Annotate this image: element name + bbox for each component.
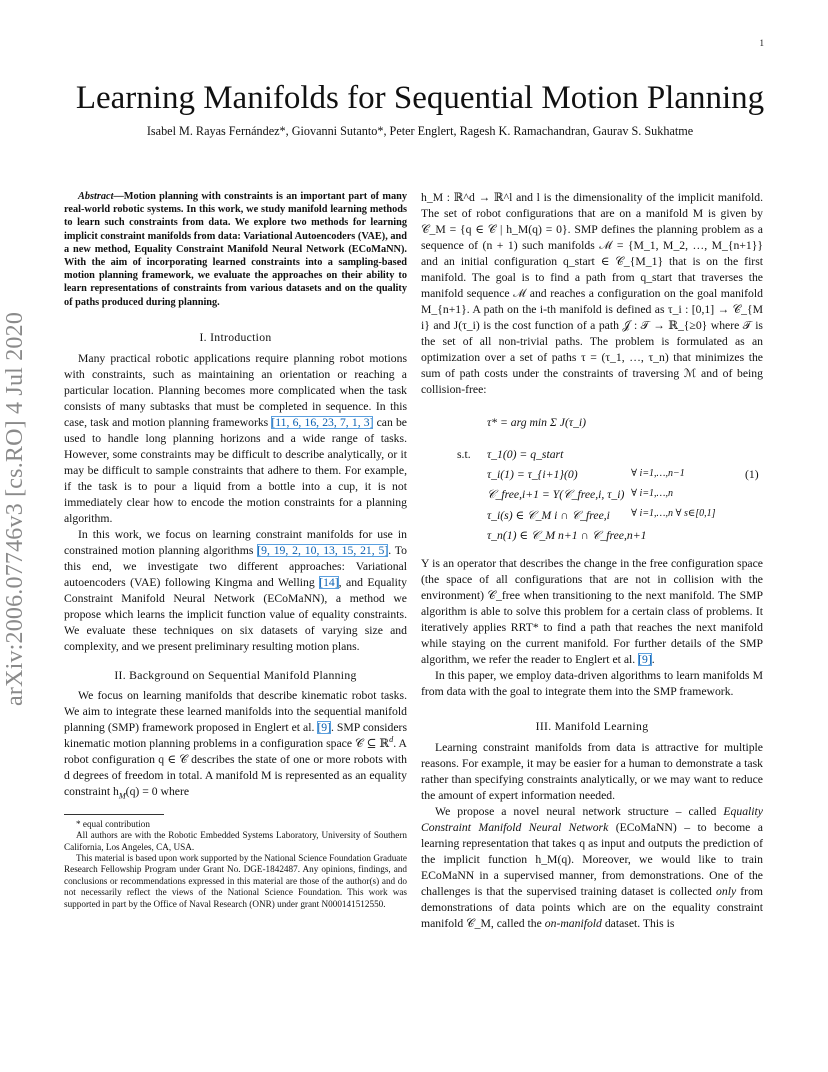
abstract — [64, 190, 407, 309]
section-manifold-learning-title: III. Manifold Learning — [535, 720, 649, 733]
right-column — [421, 190, 763, 932]
citation-link[interactable]: [9, 19, 2, 10, 13, 15, 21, 5] — [257, 543, 389, 557]
data-driven-paragraph: In this paper, we employ data-driven algorithms to learn manifolds M from data with the goal to integrate them into the SMP framework. — [421, 669, 763, 698]
equation-1 — [421, 406, 763, 556]
footnote-affiliation: All authors are with the Robotic Embedded Systems Laboratory, University of Southern California, Los Angeles, CA, USA. — [64, 830, 407, 852]
equation-quantifier-2: ∀ i=1,…,n — [631, 488, 673, 499]
citation-link[interactable]: [9] — [317, 720, 331, 734]
equation-objective: τ* = arg min Σ J(τ_i) — [487, 416, 587, 429]
equation-line-5: τ_n(1) ∈ 𝒞_M n+1 ∩ 𝒞_free,n+1 — [487, 529, 647, 542]
paper-authors: Isabel M. Rayas Fernández*, Giovanni Sutanto*, Peter Englert, Ragesh K. Ramachandran, Gaurav S. Sukhatme — [146, 124, 694, 138]
footnote-equal: * equal contribution — [76, 818, 150, 829]
abstract-text: —Motion planning with constraints is an important part of many real-world robotic systems. In this work, we study manifold learning methods to learn such constraints from data. We explore two methods for learning implicit constraint manifolds from data: Variational Autoencoders (VAE), and a new method, Equality Constraint Manifold Neural Network (ECoMaNN). With the aim of incorporating learned constraints into a sampling-based motion planning framework, we evaluate the approaches on their ability to learn representations of constraints from various datasets and on the quality of paths produced during planning. — [64, 191, 407, 308]
citation-link[interactable]: [11, 6, 16, 23, 7, 1, 3] — [271, 415, 374, 429]
background-paragraph-1: We focus on learning manifolds that describe kinematic robot tasks. We aim to integrate these learned manifolds into the sequential manifold planning (SMP) framework proposed in Englert et al. [9]. SMP considers kinematic motion planning problems in a configuration space 𝒞 ⊆ ℝ$^d$. A robot configuration q ∈ 𝒞 describes the state of one or more robots with d degrees of freedom in total. A manifold M is represented as an equality constraint $h_M(q) = 0$ where — [64, 688, 407, 801]
equation-line-1: τ_1(0) = q_start — [487, 448, 564, 461]
equation-quantifier-3: ∀ i=1,…,n ∀ s∈[0,1] — [631, 508, 716, 519]
citation-link[interactable]: [14] — [319, 575, 339, 589]
abstract-label: Abstract — [78, 191, 114, 202]
footnote-funding: This material is based upon work supported by the National Science Foundation Graduate Research Fellowship Program under Grant No. DGE-1842487. Any opinions, findings, and conclusions or recommendations expressed in this material are those of the author(s) and do not necessarily reflect the views of the National Science Foundation. This work was supported in part by the Office of Naval Research (ONR) under grant N000141512550. — [64, 853, 407, 909]
section-introduction-title: I. Introduction — [199, 330, 272, 344]
equation-line-2: τ_i(1) = τ_{i+1}(0) — [487, 468, 578, 481]
equation-line-3: 𝒞_free,i+1 = Υ(𝒞_free,i, τ_i) — [487, 488, 625, 501]
equation-number: (1) — [745, 468, 759, 481]
equation-st: s.t. — [457, 448, 471, 461]
section-background-title: II. Background on Sequential Manifold Planning — [114, 668, 357, 682]
manifold-learning-paragraph-1: Learning constraint manifolds from data is attractive for multiple reasons. For example, it may be easier for a human to demonstrate a task rather than specifying constraints analytically, or we may want to reduce the amount of expert information needed. — [421, 741, 763, 802]
equation-quantifier-1: ∀ i=1,…,n−1 — [631, 468, 685, 479]
intro-paragraph-2: In this work, we focus on learning constraint manifolds for use in constrained motion planning algorithms [9, 19, 2, 10, 13, 15, 21, 5]. To this end, we investigate two different approaches: Variational autoencoders (VAE) following Kingma and Welling [14], and Equality Constraint Manifold Neural Network (ECoMaNN), a method we propose which learns the implicit function value of equality constraints. We evaluate these techniques on six datasets of varying size and complexity, and we present preliminary resulting motion plans. — [64, 527, 407, 653]
paper-title: Learning Manifolds for Sequential Motion Planning — [75, 80, 765, 116]
intro-paragraph-1: Many practical robotic applications require planning robot motions with constraints, such as maintaining an orientation or reaching a particular location. Planning becomes more complicated when the task consists of many subtasks that must be completed in sequence. In this case, task and motion planning frameworks [11, 6, 16, 23, 7, 1, 3] can be used to handle long planning horizons and a wide range of tasks. However, some constraints may be difficult to describe analytically, or it may be difficult to sample constraints that adhere to them. For example, if the task is to pour a liquid from a bottle into a cup, it is not immediately clear how to encode the motion constraints for a planning algorithm. — [64, 351, 407, 525]
equation-line-4: τ_i(s) ∈ 𝒞_M i ∩ 𝒞_free,i — [487, 509, 610, 522]
page-number: 1 — [759, 38, 764, 48]
arxiv-stamp: arXiv:2006.07746v3 [cs.RO] 4 Jul 2020 — [2, 311, 28, 706]
upsilon-paragraph: Υ is an operator that describes the change in the free configuration space (the space of all configurations that are not in collision with the environment) 𝒞_free when transitioning to the next manifold. The SMP algorithm is able to solve this problem for a certain class of problems. It iteratively applies RRT* to find a path that reaches the next manifold while staying on the current manifold. For further details of the SMP algorithm, we refer the reader to Englert et al. [9]. — [421, 557, 763, 666]
manifold-learning-paragraph-2: We propose a novel neural network structure – called Equality Constraint Manifold Neural Network (ECoMaNN) – to become a learning representation that takes q as input and outputs the prediction of the implicit function h_M(q). Moreover, we would like to train ECoMaNN in a supervised manner, from demonstrations. One of the challenges is that the supervised training dataset is collected only from demonstrations of data points which are on the equality constraint manifold 𝒞_M, called the on-manifold dataset. This is — [421, 805, 764, 930]
smp-problem-paragraph: h_M : ℝ^d → ℝ^l and l is the dimensionality of the implicit manifold. The set of robot configurations that are on a manifold M is given by 𝒞_M = {q ∈ 𝒞 | h_M(q) = 0}. SMP defines the planning problem as a sequence of (n + 1) such manifolds ℳ = {M_1, M_2, …, M_{n+1}} and an initial configuration q_start ∈ 𝒞_{M_1} that is on the first manifold. The goal is to find a path from q_start that traverses the manifold sequence ℳ and reaches a configuration on the goal manifold M_{n+1}. A path on the i-th manifold is defined as τ_i : [0,1] → 𝒞_{M i} and J(τ_i) is the cost function of a path 𝒥 : 𝒯 → ℝ_{≥0} where 𝒯 is the set of all non-trivial paths. The problem is formulated as an optimization over a set of paths τ = (τ_1, …, τ_n) that minimizes the sum of path costs under the constraints of traversing ℳ and of being collision-free: — [421, 191, 763, 396]
footnote-rule — [64, 814, 164, 815]
citation-link[interactable]: [9] — [638, 653, 652, 666]
left-column — [64, 190, 407, 910]
